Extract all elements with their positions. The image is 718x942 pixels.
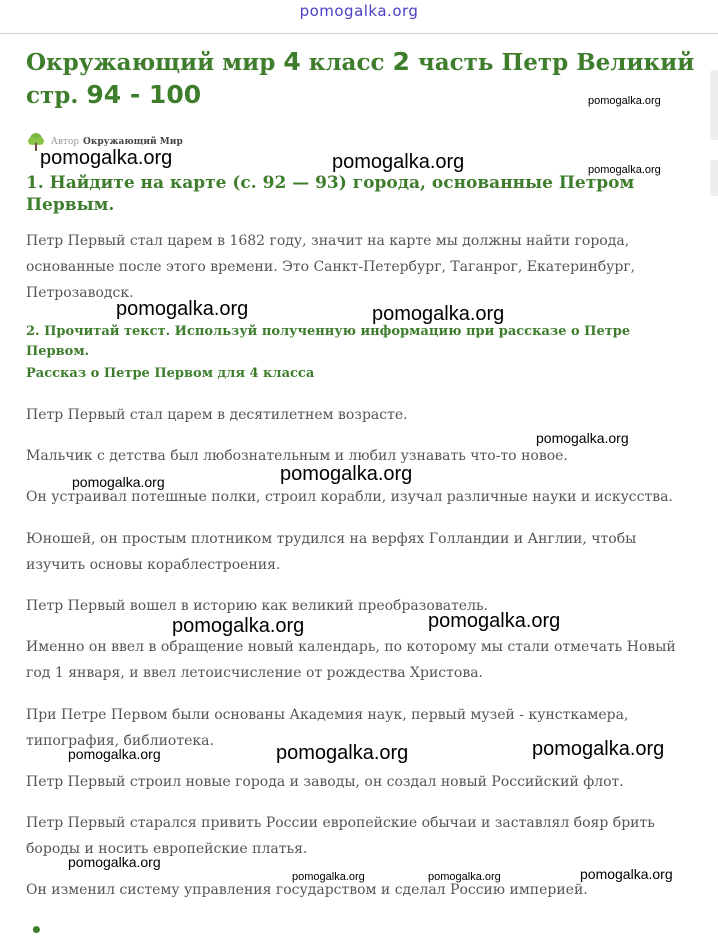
watermark: pomogalka.org <box>536 430 629 446</box>
watermark: pomogalka.org <box>276 742 409 764</box>
story-paragraph: Петр Первый вошел в историю как великий преобразователь. <box>26 598 489 614</box>
header-divider <box>0 33 718 34</box>
watermark: pomogalka.org <box>580 866 673 882</box>
watermark: pomogalka.org <box>428 871 501 883</box>
next-heading-cut: • <box>30 918 43 942</box>
question-2-title: 2. Прочитай текст. Используй полученную информацию при рассказе о Петре Первом. <box>26 324 631 359</box>
question-1-title: 1. Найдите на карте (с. 92 — 93) города, основанные Петром Первым. <box>26 173 635 215</box>
story-paragraph: Он устраивал потешные полки, строил корабли, изучал различные науки и искусства. <box>26 489 673 505</box>
watermark: pomogalka.org <box>68 746 161 762</box>
watermark: pomogalka.org <box>588 95 661 107</box>
watermark: pomogalka.org <box>72 474 165 490</box>
author-label: Автор <box>51 137 80 147</box>
story-paragraph: Мальчик с детства был любознательным и любил узнавать что-то новое. <box>26 448 568 464</box>
watermark: pomogalka.org <box>332 151 465 173</box>
watermark: pomogalka.org <box>116 298 249 320</box>
watermark: pomogalka.org <box>280 463 413 485</box>
watermark: pomogalka.org <box>172 615 305 637</box>
story-paragraph: При Петре Первом были основаны Академия наук, первый музей - кунсткамера, типография, библиотека. <box>26 707 629 749</box>
story-paragraph: Петр Первый стал царем в десятилетнем возрасте. <box>26 407 408 423</box>
watermark: pomogalka.org <box>588 164 661 176</box>
side-tab[interactable] <box>710 160 718 196</box>
side-tab[interactable] <box>710 70 718 140</box>
watermark: pomogalka.org <box>372 303 505 325</box>
watermark: pomogalka.org <box>532 738 665 760</box>
page-title: Окружающий мир 4 класс 2 часть Петр Великий стр. 94 - 100 <box>26 47 695 109</box>
watermark: pomogalka.org <box>40 147 173 169</box>
watermark: pomogalka.org <box>292 871 365 883</box>
watermark: pomogalka.org <box>428 610 561 632</box>
author-link[interactable]: Окружающий Мир <box>83 137 183 147</box>
story-paragraph: Юношей, он простым плотником трудился на верфях Голландии и Англии, чтобы изучить основы кораблестроения. <box>26 531 637 573</box>
story-paragraph: Именно он ввел в обращение новый календарь, по которому мы стали отмечать Новый год 1 января, и ввел летоисчисление от рождества Христова. <box>26 639 676 681</box>
story-paragraph: Петр Первый строил новые города и заводы, он создал новый Российский флот. <box>26 774 624 790</box>
story-paragraph: Петр Первый старался привить России европейские обычаи и заставлял бояр брить бороды и носить европейские платья. <box>26 815 655 857</box>
watermark: pomogalka.org <box>68 854 161 870</box>
story-title: Рассказ о Петре Первом для 4 класса <box>26 366 315 381</box>
site-logo[interactable]: pomogalka.org <box>299 2 419 20</box>
question-1-answer: Петр Первый стал царем в 1682 году, значит на карте мы должны найти города, основанные после этого времени. Это Санкт-Петербург, Таганрог, Екатеринбург, Петрозаводск. <box>26 233 636 301</box>
story-paragraph: Он изменил систему управления государством и сделал Россию империей. <box>26 882 588 898</box>
